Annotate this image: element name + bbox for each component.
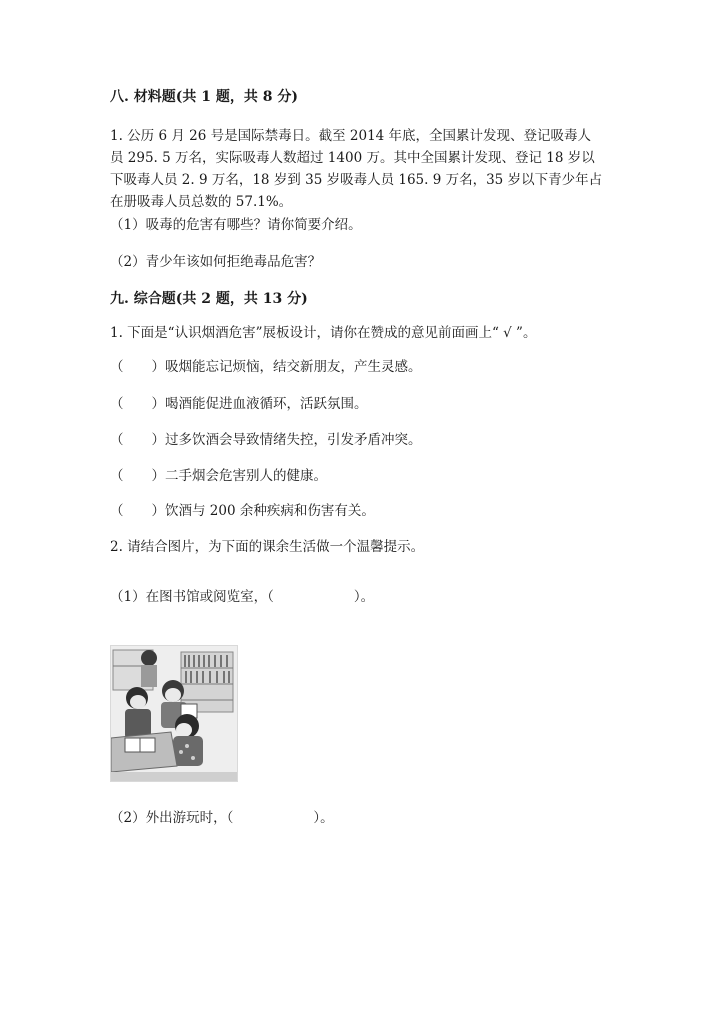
library-reading-photo	[110, 645, 238, 782]
answer-paren-open: （	[110, 468, 124, 484]
option-text: 吸烟能忘记烦恼，结交新朋友，产生灵感。	[165, 359, 422, 375]
section-9-heading: 九. 综合题(共 2 题，共 13 分)	[110, 291, 308, 307]
section-8-subquestion-1: （1）吸毒的危害有哪些？请你简要介绍。	[110, 217, 362, 233]
answer-paren-close: ）	[151, 468, 165, 484]
section-9-question-1: 1. 下面是“认识烟酒危害”展板设计，请你在赞成的意见前面画上“ √ ”。	[110, 325, 537, 341]
option-text: 过多饮酒会导致情绪失控，引发矛盾冲突。	[165, 432, 422, 448]
option-text: 饮酒与 200 余种疾病和伤害有关。	[165, 503, 375, 519]
answer-paren-close: ）	[151, 396, 165, 412]
subquestion-prefix: （2）外出游玩时，（	[110, 810, 234, 826]
option-row	[110, 394, 368, 414]
option-row	[110, 357, 422, 377]
option-row	[110, 430, 422, 450]
option-text: 喝酒能促进血液循环，活跃氛围。	[165, 396, 368, 412]
section-9-subquestion-2	[110, 808, 334, 828]
option-text: 二手烟会危害别人的健康。	[165, 468, 327, 484]
answer-paren-close: ）	[151, 503, 165, 519]
question-line: 1. 公历 6 月 26 号是国际禁毒日。截至 2014 年底，全国累计发现、登记吸毒人	[110, 128, 592, 144]
section-8-question-1	[110, 125, 615, 213]
answer-paren-close: ）	[151, 432, 165, 448]
question-line: 下吸毒人员 2. 9 万名，18 岁到 35 岁吸毒人员 165. 9 万名，35 岁以下青少年占	[110, 172, 603, 188]
option-row	[110, 466, 327, 486]
answer-paren-open: （	[110, 359, 124, 375]
section-9-question-2: 2. 请结合图片，为下面的课余生活做一个温馨提示。	[110, 539, 425, 555]
question-line: 员 295. 5 万名，实际吸毒人数超过 1400 万。其中全国累计发现、登记 18 岁以	[110, 150, 595, 166]
question-line: 在册吸毒人员总数的 57.1%。	[110, 194, 293, 210]
answer-paren-open: （	[110, 396, 124, 412]
section-9-subquestion-1	[110, 587, 374, 607]
answer-paren-open: （	[110, 432, 124, 448]
children-reading-illustration-icon	[111, 646, 237, 781]
subquestion-suffix: ）。	[353, 589, 375, 605]
option-row	[110, 501, 375, 521]
subquestion-suffix: ）。	[313, 810, 334, 826]
subquestion-prefix: （1）在图书馆或阅览室，（	[110, 589, 274, 605]
answer-paren-close: ）	[151, 359, 165, 375]
answer-paren-open: （	[110, 503, 124, 519]
section-8-subquestion-2: （2）青少年该如何拒绝毒品危害？	[110, 254, 322, 270]
section-8-heading: 八. 材料题(共 1 题，共 8 分)	[110, 89, 298, 105]
